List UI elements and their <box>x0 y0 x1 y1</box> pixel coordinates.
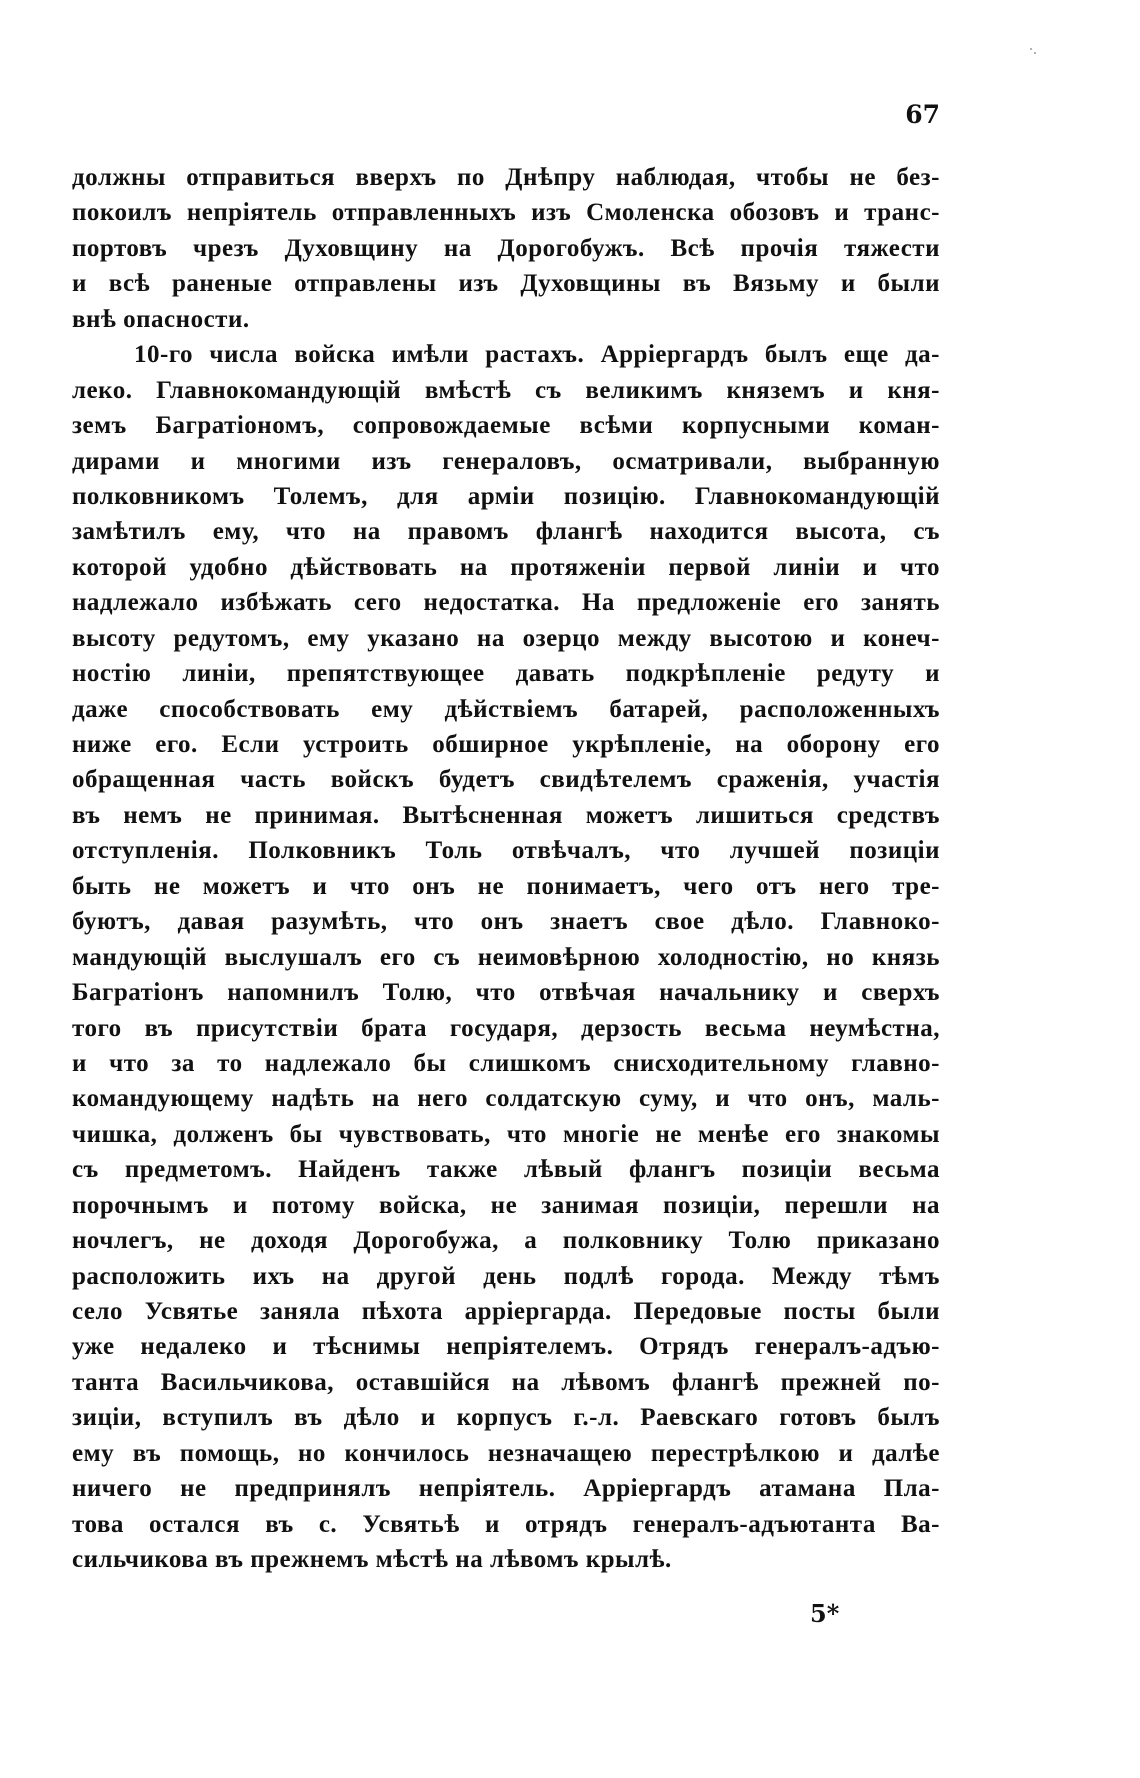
scan-speck <box>1034 52 1036 54</box>
text-line: съ предметомъ. Найденъ также лѣвый флангъ позиціи весьма <box>72 1156 940 1184</box>
paragraph-1 <box>72 160 940 337</box>
body-text <box>72 160 940 1578</box>
text-line: дирами и многими изъ генераловъ, осматривали, выбранную <box>72 447 940 475</box>
text-line: даже способствовать ему дѣйствіемъ батарей, расположенныхъ <box>72 695 940 723</box>
text-line: быть не можетъ и что онъ не понимаетъ, чего отъ него тре- <box>72 872 940 900</box>
paragraph-2 <box>72 337 940 1577</box>
text-line: и всѣ раненые отправлены изъ Духовщины въ Вязьму и были <box>72 270 940 298</box>
text-line: зиціи, вступилъ въ дѣло и корпусъ г.-л. Раевскаго готовъ былъ <box>72 1404 940 1432</box>
scan-speck <box>1030 48 1032 50</box>
text-line: ниже его. Если устроить обширное укрѣпленіе, на оборону его <box>72 731 940 758</box>
text-line: полковникомъ Толемъ, для арміи позицію. Главнокомандующій <box>72 482 940 510</box>
text-line: порочнымъ и потому войска, не занимая позиціи, перешли на <box>72 1191 940 1219</box>
text-line: обращенная часть войскъ будетъ свидѣтелемъ сраженія, участія <box>72 766 940 794</box>
text-line: надлежало избѣжать сего недостатка. На предложеніе его занять <box>72 589 940 617</box>
text-line: покоилъ непріятель отправленныхъ изъ Смоленска обозовъ и транс- <box>72 199 940 227</box>
text-line: леко. Главнокомандующій вмѣстѣ съ великимъ княземъ и кня- <box>72 376 940 404</box>
text-line: мандующій выслушалъ его съ неимовѣрною холодностію, но князь <box>72 943 940 971</box>
text-line: ностію линіи, препятствующее давать подкрѣпленіе редуту и <box>72 660 940 688</box>
text-line: сильчикова въ прежнемъ мѣстѣ на лѣвомъ крылѣ. <box>72 1546 672 1574</box>
text-line: уже недалеко и тѣснимы непріятелемъ. Отрядъ генералъ-адъю- <box>72 1333 940 1361</box>
text-line: Багратіонъ напомнилъ Толю, что отвѣчая начальнику и сверхъ <box>72 979 940 1007</box>
page-number: 67 <box>905 100 940 129</box>
text-line: ночлегъ, не доходя Дорогобужа, а полковнику Толю приказано <box>72 1227 940 1255</box>
text-line: внѣ опасности. <box>72 305 250 333</box>
text-line: того въ присутствіи брата государя, дерзость весьма неумѣстна, <box>72 1014 940 1042</box>
text-line: село Усвятье заняла пѣхота арріергарда. Передовые посты были <box>72 1298 940 1325</box>
text-line: расположить ихъ на другой день подлѣ города. Между тѣмъ <box>72 1262 940 1290</box>
text-line: танта Васильчикова, оставшійся на лѣвомъ флангѣ прежней по- <box>72 1368 940 1396</box>
text-line: буютъ, давая разумѣть, что онъ знаетъ свое дѣло. Главноко- <box>72 908 940 936</box>
text-line: которой удобно дѣйствовать на протяженіи первой линіи и что <box>72 553 940 581</box>
printer-signature-mark: 5* <box>810 1599 840 1628</box>
text-line: отступленія. Полковникъ Толь отвѣчалъ, что лучшей позиціи <box>72 837 940 865</box>
text-line: ничего не предпринялъ непріятель. Арріергардъ атамана Пла- <box>72 1475 940 1503</box>
text-line: высоту редутомъ, ему указано на озерцо между высотою и конеч- <box>72 624 940 652</box>
text-line: това остался въ с. Усвятьѣ и отрядъ генералъ-адъютанта Ва- <box>72 1510 940 1538</box>
text-line: и что за то надлежало бы слишкомъ снисходительному главно- <box>72 1049 940 1077</box>
text-line: земъ Багратіономъ, сопровождаемые всѣми корпусными коман- <box>72 412 940 440</box>
text-line: 10-го числа войска имѣли растахъ. Арріергардъ былъ еще да- <box>134 341 940 369</box>
text-line: въ немъ не принимая. Вытѣсненная можетъ лишиться средствъ <box>72 801 940 829</box>
text-line: замѣтилъ ему, что на правомъ флангѣ находится высота, съ <box>72 518 940 546</box>
text-line: командующему надѣть на него солдатскую суму, и что онъ, маль- <box>72 1085 940 1113</box>
text-line: чишка, долженъ бы чувствовать, что многіе не менѣе его знакомы <box>72 1120 940 1148</box>
text-line: портовъ чрезъ Духовщину на Дорогобужъ. Всѣ прочія тяжести <box>72 234 940 262</box>
text-line: должны отправиться вверхъ по Днѣпру наблюдая, чтобы не без- <box>72 164 940 191</box>
text-line: ему въ помощь, но кончилось незначащею перестрѣлкою и далѣе <box>72 1439 940 1467</box>
